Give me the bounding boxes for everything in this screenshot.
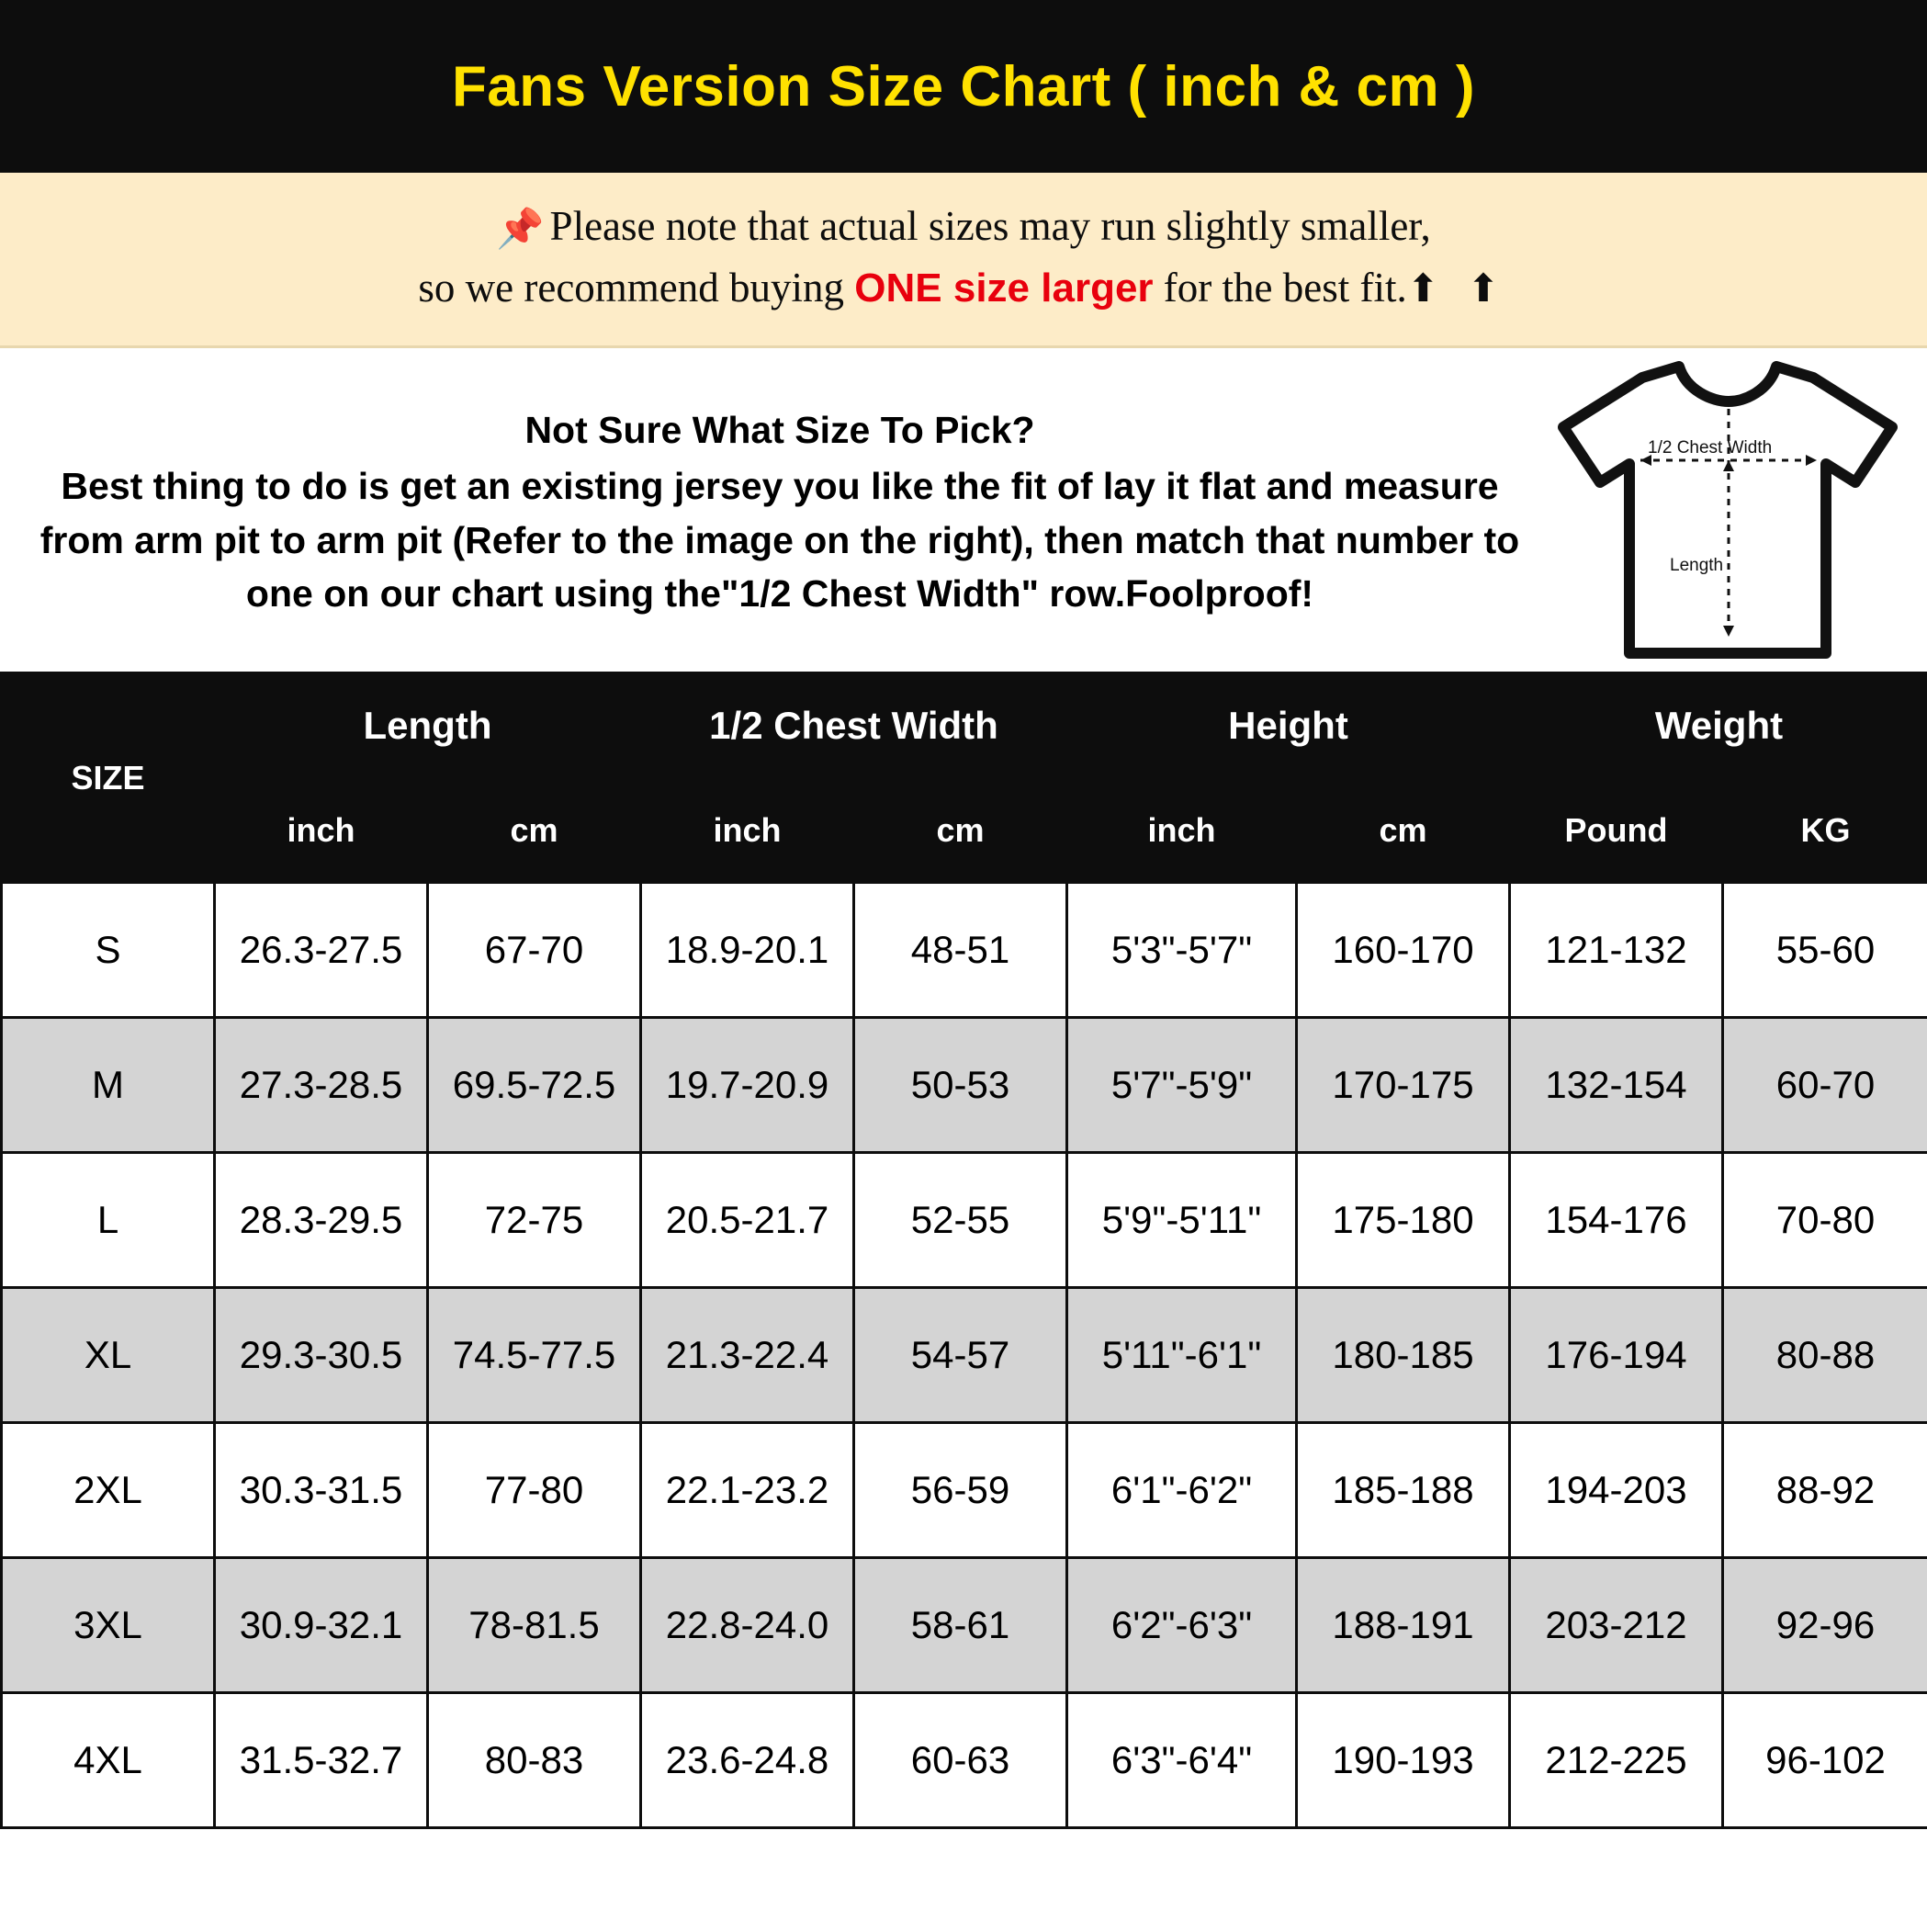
note-banner <box>0 173 1927 348</box>
length-label: Length <box>1670 556 1724 576</box>
cell-length-inch: 30.3-31.5 <box>215 1423 428 1558</box>
table-row <box>2 1018 1927 1153</box>
header-length-inch: inch <box>215 779 428 883</box>
cell-chest-cm: 48-51 <box>854 883 1067 1018</box>
cell-size: 4XL <box>2 1693 215 1828</box>
header-group-length: Length <box>215 673 641 779</box>
cell-size: S <box>2 883 215 1018</box>
cell-height-cm: 180-185 <box>1297 1288 1510 1423</box>
header-weight-pound: Pound <box>1510 779 1723 883</box>
cell-height-inch: 5'7"-5'9" <box>1067 1018 1297 1153</box>
tshirt-diagram <box>1523 361 1909 664</box>
cell-height-inch: 5'3"-5'7" <box>1067 883 1297 1018</box>
table-header <box>2 673 1927 883</box>
sizing-help-text <box>18 405 1523 620</box>
table-header-group-row <box>2 673 1927 779</box>
table-row <box>2 1558 1927 1693</box>
note-line-2 <box>37 258 1890 318</box>
cell-height-cm: 190-193 <box>1297 1693 1510 1828</box>
cell-length-inch: 28.3-29.5 <box>215 1153 428 1288</box>
header-length-cm: cm <box>428 779 641 883</box>
note-line-1-text: Please note that actual sizes may run slightly smaller, <box>549 203 1431 249</box>
cell-length-cm: 72-75 <box>428 1153 641 1288</box>
header-group-chest-width: 1/2 Chest Width <box>641 673 1067 779</box>
header-height-cm: cm <box>1297 779 1510 883</box>
cell-height-inch: 6'2"-6'3" <box>1067 1558 1297 1693</box>
cell-weight-kg: 88-92 <box>1723 1423 1927 1558</box>
table-header-unit-row <box>2 779 1927 883</box>
cell-length-cm: 77-80 <box>428 1423 641 1558</box>
cell-height-cm: 185-188 <box>1297 1423 1510 1558</box>
cell-length-inch: 31.5-32.7 <box>215 1693 428 1828</box>
chest-width-label: 1/2 Chest Width <box>1648 438 1773 458</box>
cell-weight-kg: 96-102 <box>1723 1693 1927 1828</box>
up-arrows-icon: ⬆ ⬆ <box>1406 267 1509 311</box>
page-title: Fans Version Size Chart ( inch & cm ) <box>451 54 1476 119</box>
sizing-help-heading: Not Sure What Size To Pick? <box>524 409 1035 452</box>
cell-height-cm: 188-191 <box>1297 1558 1510 1693</box>
cell-weight-pound: 203-212 <box>1510 1558 1723 1693</box>
cell-chest-cm: 52-55 <box>854 1153 1067 1288</box>
header-chest-inch: inch <box>641 779 854 883</box>
header-height-inch: inch <box>1067 779 1297 883</box>
note-line-1 <box>37 197 1890 258</box>
size-chart-table <box>0 672 1927 1829</box>
cell-weight-kg: 70-80 <box>1723 1153 1927 1288</box>
table-row <box>2 1288 1927 1423</box>
cell-size: 2XL <box>2 1423 215 1558</box>
cell-height-inch: 6'3"-6'4" <box>1067 1693 1297 1828</box>
cell-height-inch: 5'9"-5'11" <box>1067 1153 1297 1288</box>
cell-chest-cm: 60-63 <box>854 1693 1067 1828</box>
header-group-weight: Weight <box>1510 673 1927 779</box>
cell-length-inch: 29.3-30.5 <box>215 1288 428 1423</box>
cell-weight-pound: 176-194 <box>1510 1288 1723 1423</box>
header-group-height: Height <box>1067 673 1510 779</box>
note-line-2-pre: so we recommend buying <box>418 264 855 311</box>
cell-size: 3XL <box>2 1558 215 1693</box>
cell-chest-inch: 22.1-23.2 <box>641 1423 854 1558</box>
cell-length-inch: 27.3-28.5 <box>215 1018 428 1153</box>
table-row <box>2 883 1927 1018</box>
cell-height-cm: 175-180 <box>1297 1153 1510 1288</box>
cell-length-cm: 69.5-72.5 <box>428 1018 641 1153</box>
tshirt-diagram-icon <box>1532 361 1899 664</box>
cell-length-cm: 80-83 <box>428 1693 641 1828</box>
cell-chest-inch: 20.5-21.7 <box>641 1153 854 1288</box>
cell-length-cm: 74.5-77.5 <box>428 1288 641 1423</box>
cell-chest-inch: 18.9-20.1 <box>641 883 854 1018</box>
header-chest-cm: cm <box>854 779 1067 883</box>
cell-chest-inch: 23.6-24.8 <box>641 1693 854 1828</box>
chart-title-bar <box>0 0 1927 173</box>
cell-chest-cm: 58-61 <box>854 1558 1067 1693</box>
cell-length-inch: 26.3-27.5 <box>215 883 428 1018</box>
cell-size: L <box>2 1153 215 1288</box>
note-emphasis: ONE size larger <box>854 265 1154 311</box>
cell-chest-cm: 50-53 <box>854 1018 1067 1153</box>
sizing-help-section <box>0 348 1927 672</box>
table-body <box>2 883 1927 1828</box>
cell-length-cm: 78-81.5 <box>428 1558 641 1693</box>
cell-weight-kg: 55-60 <box>1723 883 1927 1018</box>
cell-length-inch: 30.9-32.1 <box>215 1558 428 1693</box>
pushpin-icon: 📌 <box>496 209 545 251</box>
cell-length-cm: 67-70 <box>428 883 641 1018</box>
cell-chest-cm: 54-57 <box>854 1288 1067 1423</box>
sizing-help-body: Best thing to do is get an existing jersey you like the fit of lay it flat and measure from arm pit to arm pit (Refer to the image on the right), then match that number to one on our chart using the"1/2 Chest Width" row.Foolproof! <box>39 465 1520 615</box>
cell-chest-cm: 56-59 <box>854 1423 1067 1558</box>
table-row <box>2 1693 1927 1828</box>
cell-weight-kg: 60-70 <box>1723 1018 1927 1153</box>
cell-weight-pound: 154-176 <box>1510 1153 1723 1288</box>
cell-size: M <box>2 1018 215 1153</box>
cell-height-inch: 6'1"-6'2" <box>1067 1423 1297 1558</box>
cell-weight-pound: 194-203 <box>1510 1423 1723 1558</box>
cell-weight-pound: 132-154 <box>1510 1018 1723 1153</box>
cell-weight-kg: 92-96 <box>1723 1558 1927 1693</box>
header-weight-kg: KG <box>1723 779 1927 883</box>
cell-chest-inch: 22.8-24.0 <box>641 1558 854 1693</box>
header-size: SIZE <box>2 673 215 883</box>
cell-weight-pound: 121-132 <box>1510 883 1723 1018</box>
cell-height-inch: 5'11"-6'1" <box>1067 1288 1297 1423</box>
note-line-2-post: for the best fit. <box>1153 264 1407 311</box>
cell-chest-inch: 21.3-22.4 <box>641 1288 854 1423</box>
cell-chest-inch: 19.7-20.9 <box>641 1018 854 1153</box>
table-row <box>2 1423 1927 1558</box>
cell-height-cm: 170-175 <box>1297 1018 1510 1153</box>
cell-weight-kg: 80-88 <box>1723 1288 1927 1423</box>
cell-weight-pound: 212-225 <box>1510 1693 1723 1828</box>
cell-height-cm: 160-170 <box>1297 883 1510 1018</box>
table-row <box>2 1153 1927 1288</box>
cell-size: XL <box>2 1288 215 1423</box>
